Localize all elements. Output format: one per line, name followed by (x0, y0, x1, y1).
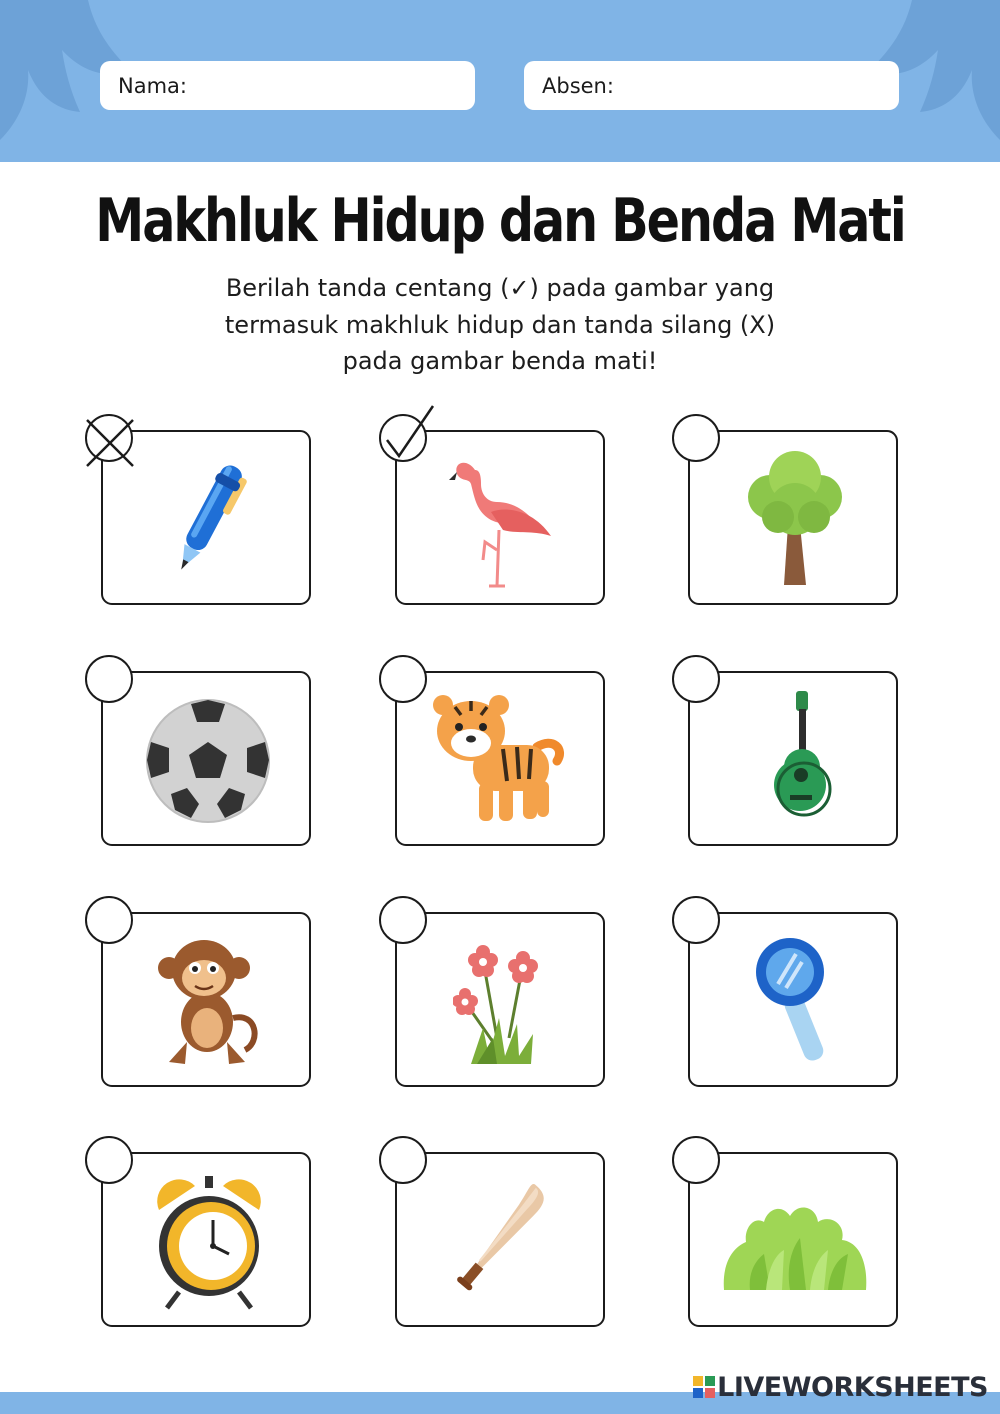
liveworksheets-logo[interactable] (693, 1370, 988, 1404)
flower-icon (453, 938, 557, 1068)
answer-mark-11[interactable] (379, 1136, 427, 1184)
name-input[interactable] (193, 66, 475, 106)
answer-mark-6[interactable] (672, 655, 720, 703)
absen-field[interactable] (524, 61, 899, 110)
item-card-monkey (101, 912, 311, 1087)
liveworksheets-logo-text: LIVEWORKSHEETS (717, 1371, 988, 1403)
flamingo-icon (447, 450, 557, 590)
item-card-guitar (688, 671, 898, 846)
item-card-magnifying-glass (688, 912, 898, 1087)
alarm-clock-icon (157, 1174, 261, 1314)
instructions (150, 270, 850, 380)
answer-mark-5[interactable] (379, 655, 427, 703)
baseball-bat-icon (447, 1174, 557, 1304)
name-label: Nama: (118, 73, 187, 98)
soccer-ball-icon (145, 698, 271, 824)
answer-mark-12[interactable] (672, 1136, 720, 1184)
answer-mark-8[interactable] (379, 896, 427, 944)
tree-icon (740, 447, 850, 587)
answer-mark-10[interactable] (85, 1136, 133, 1184)
absen-input[interactable] (620, 66, 899, 106)
answer-mark-1-cross[interactable] (85, 414, 133, 462)
header-band (0, 0, 1000, 162)
answer-mark-7[interactable] (85, 896, 133, 944)
instruction-line-2: termasuk makhluk hidup dan tanda silang (X) (224, 310, 776, 339)
tiger-icon (433, 687, 573, 832)
instruction-line-3: pada gambar benda mati! (342, 347, 658, 375)
cross-mark-icon (83, 402, 139, 472)
answer-mark-2-check[interactable] (379, 414, 427, 462)
liveworksheets-logo-icon (693, 1376, 715, 1398)
instruction-line-1: Berilah tanda centang (✓) pada gambar yang (225, 274, 775, 302)
guitar-icon (760, 689, 840, 829)
name-field[interactable] (100, 61, 475, 110)
answer-mark-4[interactable] (85, 655, 133, 703)
absen-label: Absen: (542, 73, 614, 98)
item-card-bush (688, 1152, 898, 1327)
item-card-baseball-bat (395, 1152, 605, 1327)
worksheet-title: Makhluk Hidup dan Benda Mati (95, 186, 905, 256)
bush-icon (720, 1198, 870, 1298)
monkey-icon (151, 932, 269, 1072)
item-card-flower (395, 912, 605, 1087)
item-card-tree (688, 430, 898, 605)
check-mark-icon (377, 402, 437, 472)
item-card-soccer-ball (101, 671, 311, 846)
magnifying-glass-icon (752, 932, 842, 1072)
answer-mark-9[interactable] (672, 896, 720, 944)
item-card-tiger (395, 671, 605, 846)
answer-mark-3[interactable] (672, 414, 720, 462)
item-card-alarm-clock (101, 1152, 311, 1327)
pen-icon (158, 452, 258, 582)
